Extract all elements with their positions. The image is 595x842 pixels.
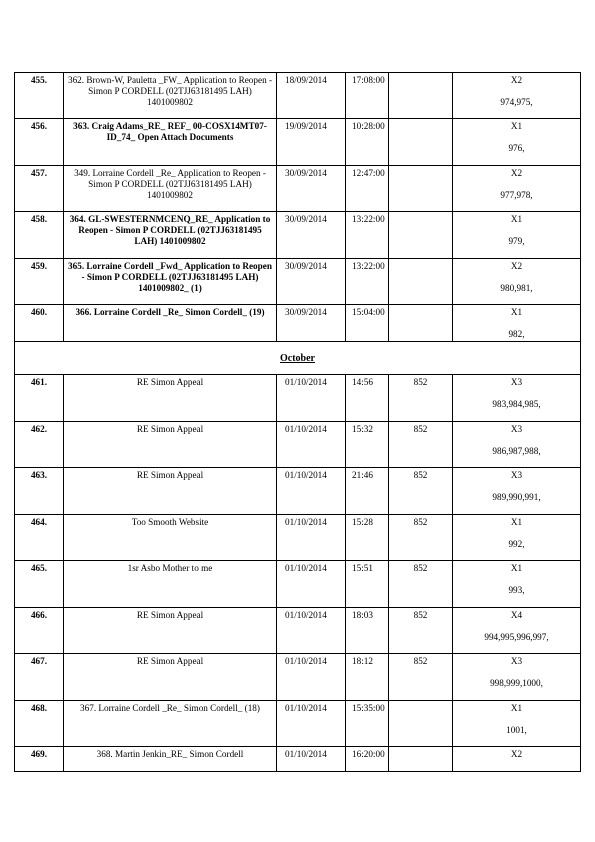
page-reference bbox=[453, 422, 581, 468]
page-reference bbox=[453, 166, 581, 212]
page-reference bbox=[453, 561, 581, 608]
page-numbers: 998,999,1000, bbox=[490, 678, 543, 688]
table-body-september bbox=[15, 73, 581, 342]
document-subject: Too Smooth Website bbox=[64, 515, 277, 561]
page-count: X1 bbox=[510, 214, 523, 224]
month-label: October bbox=[280, 352, 315, 364]
document-subject: RE Simon Appeal bbox=[64, 468, 277, 515]
document-date: 30/09/2014 bbox=[277, 305, 346, 342]
row-number: 467. bbox=[15, 654, 64, 701]
document-code: 852 bbox=[389, 468, 453, 515]
document-time: 14:56 bbox=[346, 375, 389, 422]
document-date: 01/10/2014 bbox=[277, 561, 346, 608]
document-subject: 1sr Asbo Mother to me bbox=[64, 561, 277, 608]
document-time: 15:04:00 bbox=[346, 305, 389, 342]
page-reference bbox=[453, 305, 581, 342]
document-code bbox=[389, 747, 453, 772]
page-numbers: 993, bbox=[508, 585, 525, 595]
document-time: 12:47:00 bbox=[346, 166, 389, 212]
month-row bbox=[15, 342, 581, 375]
page-count: X2 bbox=[510, 261, 523, 271]
document-date: 01/10/2014 bbox=[277, 747, 346, 772]
page-numbers: 980,981, bbox=[500, 283, 533, 293]
document-time: 15:32 bbox=[346, 422, 389, 468]
row-number: 459. bbox=[15, 259, 64, 305]
page-numbers: 977,978, bbox=[500, 190, 533, 200]
page-count: X1 bbox=[510, 121, 523, 131]
row-number: 469. bbox=[15, 747, 64, 772]
document-date: 01/10/2014 bbox=[277, 608, 346, 654]
document-subject: 362. Brown-W, Pauletta _FW_ Application to Reopen - Simon P CORDELL (02TJJ63181495 LAH) 1401009802 bbox=[64, 73, 277, 119]
page-count: X2 bbox=[510, 749, 523, 759]
row-number: 465. bbox=[15, 561, 64, 608]
document-date: 30/09/2014 bbox=[277, 259, 346, 305]
document-log-table bbox=[14, 72, 581, 772]
page-count: X2 bbox=[510, 168, 523, 178]
document-code bbox=[389, 73, 453, 119]
document-date: 19/09/2014 bbox=[277, 119, 346, 166]
document-code: 852 bbox=[389, 375, 453, 422]
page-count: X3 bbox=[510, 656, 523, 666]
document-subject: RE Simon Appeal bbox=[64, 375, 277, 422]
page-count: X1 bbox=[510, 517, 523, 527]
table-row bbox=[15, 166, 581, 212]
document-time: 18:12 bbox=[346, 654, 389, 701]
document-time: 13:22:00 bbox=[346, 212, 389, 259]
document-subject: RE Simon Appeal bbox=[64, 422, 277, 468]
document-code bbox=[389, 166, 453, 212]
document-subject: 366. Lorraine Cordell _Re_ Simon Cordell_ (19) bbox=[64, 305, 277, 342]
row-number: 464. bbox=[15, 515, 64, 561]
document-time: 13:22:00 bbox=[346, 259, 389, 305]
page-reference bbox=[453, 468, 581, 515]
month-cell bbox=[15, 342, 581, 375]
table-row bbox=[15, 375, 581, 422]
document-code: 852 bbox=[389, 561, 453, 608]
document-code: 852 bbox=[389, 515, 453, 561]
document-date: 18/09/2014 bbox=[277, 73, 346, 119]
table-row bbox=[15, 305, 581, 342]
page-reference bbox=[453, 375, 581, 422]
row-number: 463. bbox=[15, 468, 64, 515]
table-row bbox=[15, 119, 581, 166]
document-date: 01/10/2014 bbox=[277, 468, 346, 515]
page-count: X1 bbox=[510, 563, 523, 573]
page-reference bbox=[453, 701, 581, 747]
page-count: X3 bbox=[510, 424, 523, 434]
document-date: 01/10/2014 bbox=[277, 375, 346, 422]
table-row bbox=[15, 515, 581, 561]
page-count: X2 bbox=[510, 75, 523, 85]
page-numbers: 974,975, bbox=[500, 97, 533, 107]
table-row bbox=[15, 654, 581, 701]
document-date: 30/09/2014 bbox=[277, 166, 346, 212]
row-number: 458. bbox=[15, 212, 64, 259]
page-numbers: 976, bbox=[508, 143, 525, 153]
page-reference bbox=[453, 654, 581, 701]
document-subject: RE Simon Appeal bbox=[64, 654, 277, 701]
table-body-october bbox=[15, 375, 581, 772]
document-time: 15:28 bbox=[346, 515, 389, 561]
document-code bbox=[389, 259, 453, 305]
table-row bbox=[15, 608, 581, 654]
page-numbers: 992, bbox=[508, 539, 525, 549]
row-number: 461. bbox=[15, 375, 64, 422]
document-code bbox=[389, 701, 453, 747]
document-subject: 363. Craig Adams_RE_ REF_ 00-COSX14MT07-ID_74_ Open Attach Documents bbox=[64, 119, 277, 166]
document-time: 17:08:00 bbox=[346, 73, 389, 119]
page-count: X1 bbox=[510, 307, 523, 317]
document-date: 01/10/2014 bbox=[277, 654, 346, 701]
document-subject: 368. Martin Jenkin_RE_ Simon Cordell bbox=[64, 747, 277, 772]
page-count: X1 bbox=[510, 703, 523, 713]
page-numbers: 986,987,988, bbox=[492, 446, 541, 456]
document-date: 01/10/2014 bbox=[277, 515, 346, 561]
page-numbers: 989,990,991, bbox=[492, 492, 541, 502]
page-reference bbox=[453, 608, 581, 654]
document-time: 10:28:00 bbox=[346, 119, 389, 166]
document-time: 15:51 bbox=[346, 561, 389, 608]
document-subject: 367. Lorraine Cordell _Re_ Simon Cordell_ (18) bbox=[64, 701, 277, 747]
page-count: X3 bbox=[510, 470, 523, 480]
month-divider bbox=[15, 342, 581, 375]
page-reference bbox=[453, 119, 581, 166]
document-time: 18:03 bbox=[346, 608, 389, 654]
table-row bbox=[15, 212, 581, 259]
document-time: 15:35:00 bbox=[346, 701, 389, 747]
page-numbers: 982, bbox=[508, 329, 525, 339]
page-reference bbox=[453, 747, 581, 772]
row-number: 468. bbox=[15, 701, 64, 747]
document-subject: 349. Lorraine Cordell _Re_ Application to Reopen - Simon P CORDELL (02TJJ63181495 LAH) 1401009802 bbox=[64, 166, 277, 212]
row-number: 455. bbox=[15, 73, 64, 119]
document-time: 21:46 bbox=[346, 468, 389, 515]
document-date: 01/10/2014 bbox=[277, 701, 346, 747]
row-number: 457. bbox=[15, 166, 64, 212]
page-reference bbox=[453, 259, 581, 305]
document-subject: 365. Lorraine Cordell _Fwd_ Application to Reopen - Simon P CORDELL (02TJJ63181495 LAH) 1401009802_ (1) bbox=[64, 259, 277, 305]
table-row bbox=[15, 701, 581, 747]
page-count: X3 bbox=[510, 377, 523, 387]
document-subject: RE Simon Appeal bbox=[64, 608, 277, 654]
page-reference bbox=[453, 73, 581, 119]
document-date: 30/09/2014 bbox=[277, 212, 346, 259]
table-row bbox=[15, 259, 581, 305]
document-code bbox=[389, 305, 453, 342]
table-row bbox=[15, 73, 581, 119]
document-code bbox=[389, 119, 453, 166]
row-number: 466. bbox=[15, 608, 64, 654]
document-time: 16:20:00 bbox=[346, 747, 389, 772]
document-date: 01/10/2014 bbox=[277, 422, 346, 468]
row-number: 460. bbox=[15, 305, 64, 342]
page-numbers: 983,984,985, bbox=[492, 399, 541, 409]
document-code: 852 bbox=[389, 422, 453, 468]
row-number: 456. bbox=[15, 119, 64, 166]
page-reference bbox=[453, 212, 581, 259]
document-code bbox=[389, 212, 453, 259]
table-row bbox=[15, 422, 581, 468]
table-row bbox=[15, 561, 581, 608]
document-code: 852 bbox=[389, 608, 453, 654]
page-reference bbox=[453, 515, 581, 561]
table-row bbox=[15, 468, 581, 515]
row-number: 462. bbox=[15, 422, 64, 468]
page-numbers: 979, bbox=[508, 236, 525, 246]
page-numbers: 994,995,996,997, bbox=[484, 632, 549, 642]
document-code: 852 bbox=[389, 654, 453, 701]
document-subject: 364. GL-SWESTERNMCENQ_RE_ Application to Reopen - Simon P CORDELL (02TJJ63181495 LAH) 1401009802 bbox=[64, 212, 277, 259]
table-row bbox=[15, 747, 581, 772]
page-numbers: 1001, bbox=[506, 725, 527, 735]
page-count: X4 bbox=[510, 610, 523, 620]
